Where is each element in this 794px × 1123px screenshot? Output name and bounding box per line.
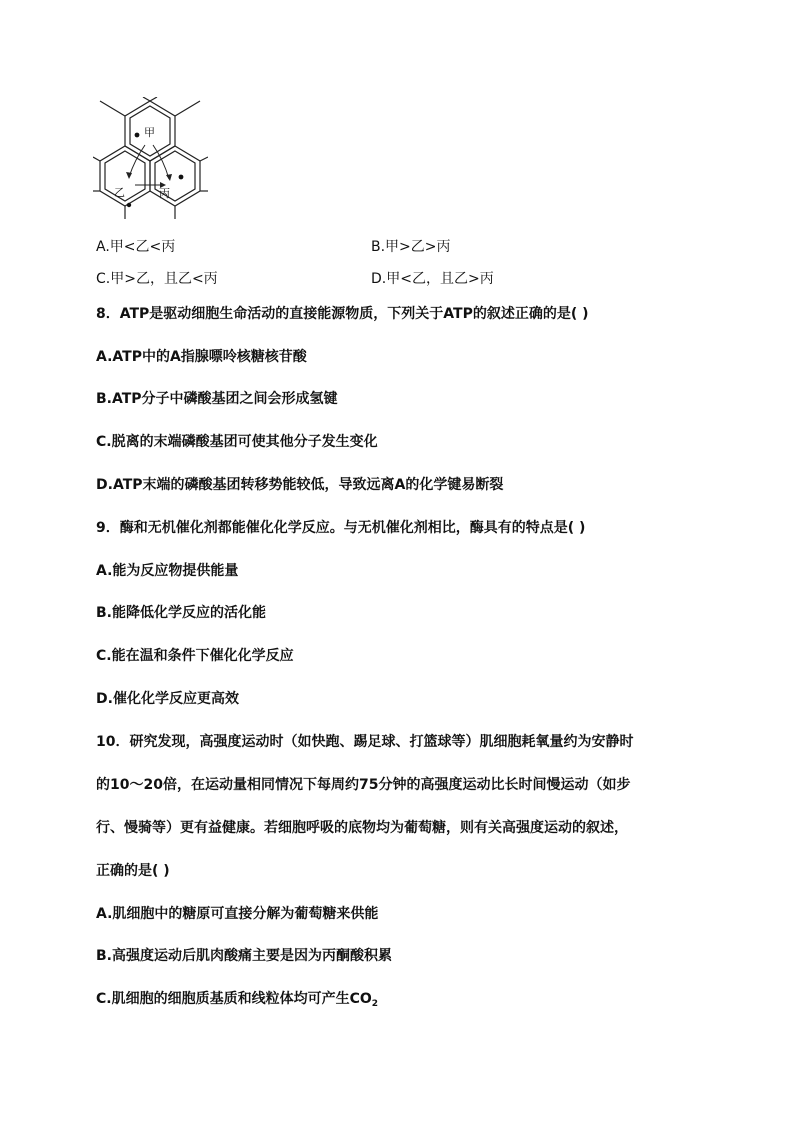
q9-option-d: D.催化化学反应更高效 bbox=[96, 691, 239, 707]
q10-option-a: A.肌细胞中的糖原可直接分解为葡萄糖来供能 bbox=[96, 906, 379, 922]
q10-stem-line-4: 正确的是( ) bbox=[96, 863, 170, 879]
q7-option-b: B.甲>乙>丙 bbox=[371, 239, 451, 255]
q10-stem-line-2: 的10～20倍，在运动量相同情况下每周约75分钟的高强度运动比长时间慢运动（如步 bbox=[96, 777, 631, 793]
cell-yi-wall bbox=[100, 146, 150, 206]
label-yi: 乙 bbox=[114, 187, 125, 199]
q9-stem: 9．酶和无机催化剂都能催化化学反应。与无机催化剂相比，酶具有的特点是( ) bbox=[96, 520, 586, 536]
q10-stem-line-3: 行、慢骑等）更有益健康。若细胞呼吸的底物均为葡萄糖，则有关高强度运动的叙述， bbox=[96, 820, 628, 836]
q8-option-d: D.ATP末端的磷酸基团转移势能较低，导致远离A的化学键易断裂 bbox=[96, 477, 504, 493]
label-bing: 丙 bbox=[159, 188, 170, 200]
q9-option-b: B.能降低化学反应的活化能 bbox=[96, 605, 266, 621]
q10-option-c-subscript: 2 bbox=[371, 999, 379, 1009]
q10-option-c bbox=[96, 990, 378, 1008]
q7-option-c: C.甲>乙，且乙<丙 bbox=[96, 271, 218, 287]
cell-osmosis-diagram bbox=[93, 97, 208, 219]
q10-option-b: B.高强度运动后肌肉酸痛主要是因为丙酮酸积累 bbox=[96, 948, 392, 964]
q7-option-a: A.甲<乙<丙 bbox=[96, 239, 176, 255]
q8-stem: 8．ATP是驱动细胞生命活动的直接能源物质，下列关于ATP的叙述正确的是( ) bbox=[96, 306, 589, 322]
q8-option-a: A.ATP中的A指腺嘌呤核糖核苷酸 bbox=[96, 349, 307, 365]
q8-option-b: B.ATP分子中磷酸基团之间会形成氢键 bbox=[96, 391, 338, 407]
cell-bing-wall bbox=[150, 146, 200, 206]
q7-option-d: D.甲<乙，且乙>丙 bbox=[371, 271, 494, 287]
q10-option-c-text: C.肌细胞的细胞质基质和线粒体均可产生CO bbox=[96, 991, 372, 1007]
q9-option-a: A.能为反应物提供能量 bbox=[96, 563, 239, 579]
q9-option-c: C.能在温和条件下催化化学反应 bbox=[96, 648, 294, 664]
q10-stem-line-1: 10．研究发现，高强度运动时（如快跑、踢足球、打篮球等）肌细胞耗氧量约为安静时 bbox=[96, 734, 634, 750]
label-jia: 甲 bbox=[144, 127, 155, 139]
q8-option-c: C.脱离的末端磷酸基团可使其他分子发生变化 bbox=[96, 434, 378, 450]
